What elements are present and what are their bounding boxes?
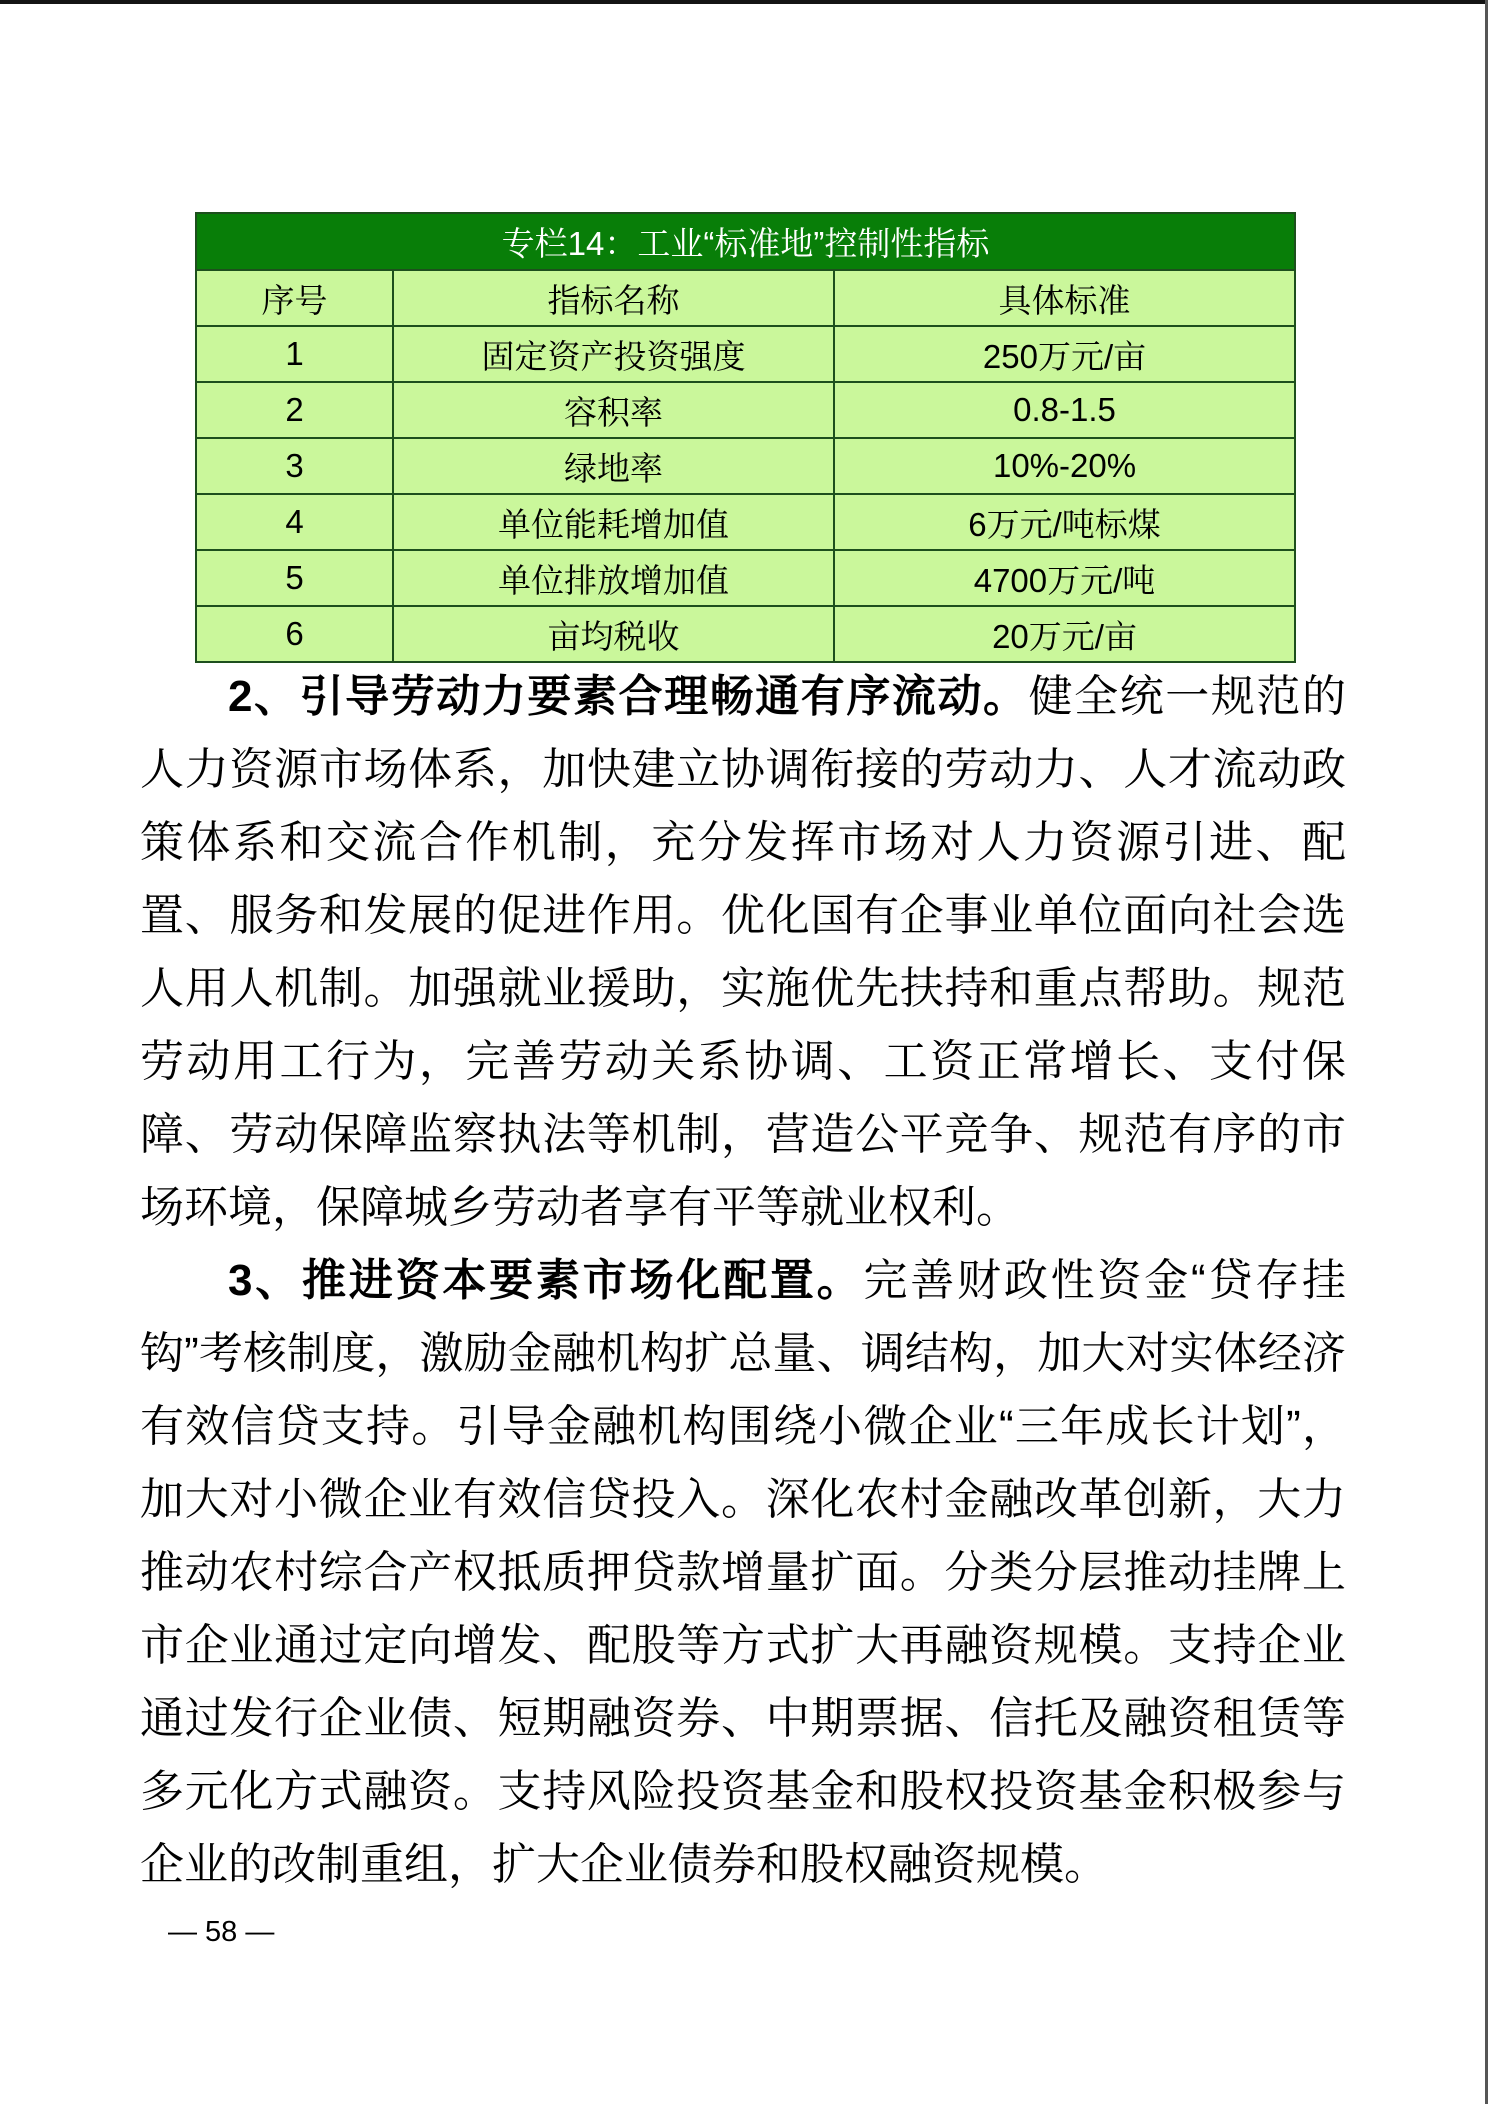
table-cell: 3 [196,438,393,494]
column-header: 序号 [196,270,393,326]
table-cell: 5 [196,550,393,606]
table-cell: 250万元/亩 [834,326,1295,382]
table-cell: 10%-20% [834,438,1295,494]
paragraph-body: 健全统一规范的人力资源市场体系，加快建立协调衔接的劳动力、人才流动政策体系和交流合作机制，充分发挥市场对人力资源引进、配置、服务和发展的促进作用。优化国有企事业单位面向社会选人用人机制。加强就业援助，实施优先扶持和重点帮助。规范劳动用工行为，完善劳动关系协调、工资正常增长、支付保障、劳动保障监察执法等机制，营造公平竞争、规范有序的市场环境，保障城乡劳动者享有平等就业权利。 [140,672,1346,1232]
table-cell: 20万元/亩 [834,606,1295,662]
paragraph [140,660,1346,1244]
body-text [140,660,1346,1901]
paragraph-lead: 2、引导劳动力要素合理畅通有序流动。 [228,672,1029,721]
table-cell: 0.8-1.5 [834,382,1295,438]
page-top-border [0,0,1488,4]
table-row [196,326,1295,382]
table-cell: 1 [196,326,393,382]
column-header: 指标名称 [393,270,834,326]
table-row [196,382,1295,438]
paragraph-body: 完善财政性资金“贷存挂钩”考核制度，激励金融机构扩总量、调结构，加大对实体经济有效信贷支持。引导金融机构围绕小微企业“三年成长计划”，加大对小微企业有效信贷投入。深化农村金融改革创新，大力推动农村综合产权抵质押贷款增量扩面。分类分层推动挂牌上市企业通过定向增发、配股等方式扩大再融资规模。支持企业通过发行企业债、短期融资券、中期票据、信托及融资租赁等多元化方式融资。支持风险投资基金和股权投资基金积极参与企业的改制重组，扩大企业债券和股权融资规模。 [140,1256,1346,1889]
table-cell: 固定资产投资强度 [393,326,834,382]
table-cell: 2 [196,382,393,438]
table-row [196,438,1295,494]
table-row [196,494,1295,550]
table-cell: 单位能耗增加值 [393,494,834,550]
table-header-row [196,270,1295,326]
paragraph-lead: 3、推进资本要素市场化配置。 [228,1256,864,1305]
table-row [196,606,1295,662]
table-cell: 亩均税收 [393,606,834,662]
table-title-row [196,213,1295,270]
table-cell: 6万元/吨标煤 [834,494,1295,550]
table-cell: 容积率 [393,382,834,438]
table-cell: 4 [196,494,393,550]
table-row [196,550,1295,606]
page-number: — 58 — [168,1916,275,1948]
table-cell: 绿地率 [393,438,834,494]
indicator-table [195,212,1296,663]
paragraph [140,1244,1346,1901]
column-header: 具体标准 [834,270,1295,326]
table-title: 专栏14：工业“标准地”控制性指标 [196,213,1295,270]
table-cell: 4700万元/吨 [834,550,1295,606]
table-cell: 6 [196,606,393,662]
table-cell: 单位排放增加值 [393,550,834,606]
